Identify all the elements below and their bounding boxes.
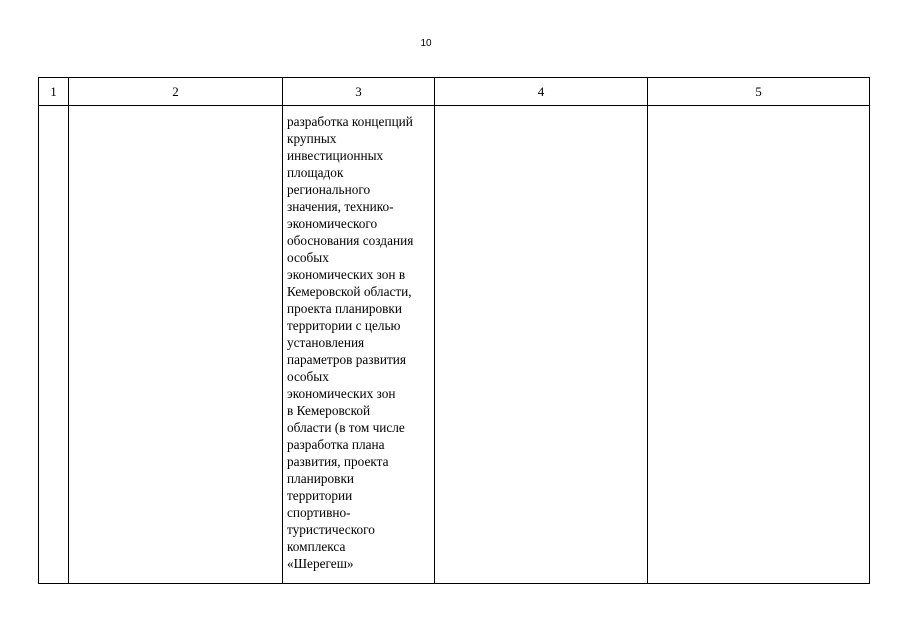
cell-text-col3: разработка концепций крупных инвестиционных площадок регионального значения, технико- экономического обоснования создания особых экономических зон в Кемеровской области, проекта планировки территории с целью установления параметров развития особых экономических зон в Кемеровской области (в том числе разработка плана развития, проекта планировки территории спортивно- туристического комплекса «Шерегеш» [287,114,414,571]
cell-text-col1 [39,106,68,113]
cell-text-col4 [435,106,647,113]
table-cell-col2 [69,106,283,584]
table-header-row [39,78,870,106]
cell-text-col5 [648,106,869,113]
page-number: 10 [420,38,432,49]
column-header-5: 5 [648,78,870,106]
table-cell-col5 [648,106,870,584]
document-table [38,77,870,584]
column-header-3: 3 [283,78,435,106]
column-header-4: 4 [435,78,648,106]
table-row [39,106,870,584]
cell-text-col2 [69,106,282,113]
table-cell-col1 [39,106,69,584]
table-cell-col3 [283,106,435,584]
table-cell-col4 [435,106,648,584]
column-header-2: 2 [69,78,283,106]
column-header-1: 1 [39,78,69,106]
